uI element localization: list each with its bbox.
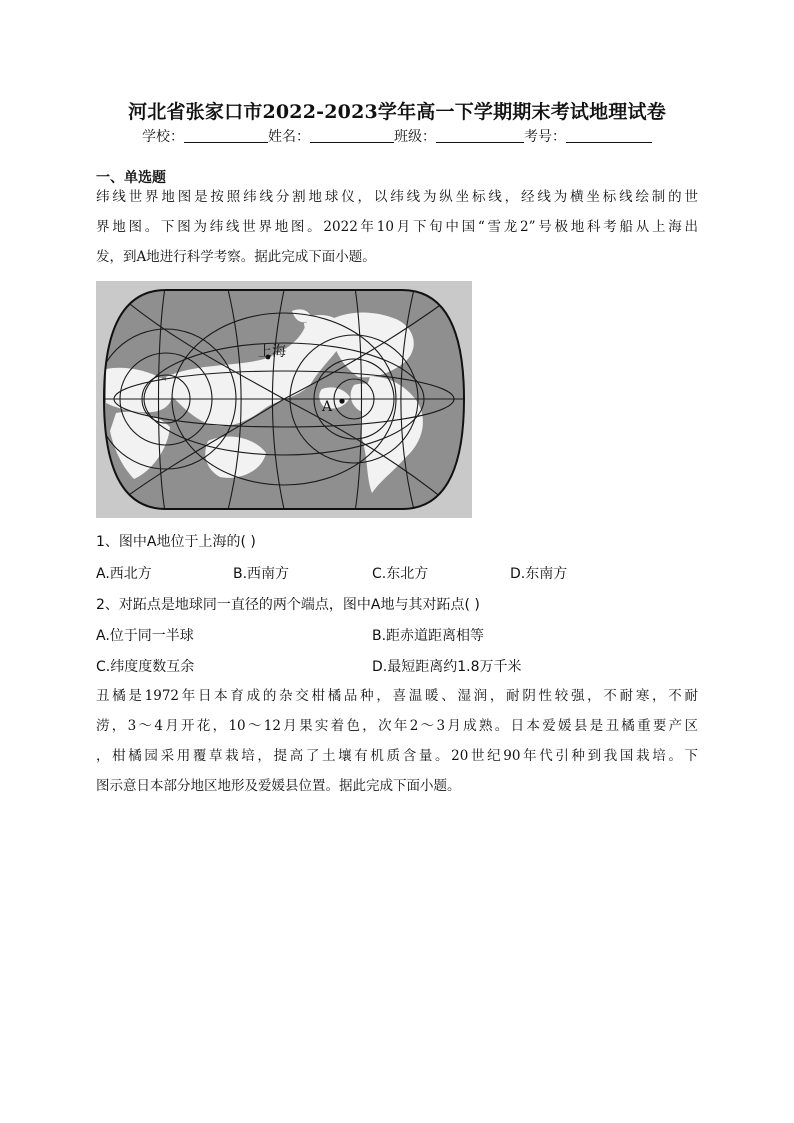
q1-option-c[interactable]: C.东北方 xyxy=(372,566,429,582)
passage-2 xyxy=(96,681,698,801)
q1-option-b[interactable]: B.西南方 xyxy=(233,566,290,582)
passage-2-line: 丑橘是1972年日本育成的杂交柑橘品种，喜温暖、湿润，耐阴性较强，不耐寒，不耐 xyxy=(96,688,698,704)
exam-title: 河北省张家口市2022-2023学年高一下学期期末考试地理试卷 xyxy=(128,101,666,123)
shanghai-label: 上海 xyxy=(258,344,286,360)
section-title: 一、单选题 xyxy=(96,170,166,186)
q2-option-a[interactable]: A.位于同一半球 xyxy=(96,628,194,644)
passage-1 xyxy=(96,182,698,272)
exam-no-label: 考号： xyxy=(524,129,566,145)
q1-option-d[interactable]: D.东南方 xyxy=(510,566,568,582)
name-label: 姓名： xyxy=(268,129,310,145)
point-a-label: A xyxy=(322,399,333,415)
passage-1-line: 界地图。下图为纬线世界地图。2022年10月下旬中国“雪龙2”号极地科考船从上海出 xyxy=(96,219,698,235)
q1-option-a[interactable]: A.西北方 xyxy=(96,566,152,582)
student-info-row xyxy=(0,126,794,146)
class-label: 班级： xyxy=(394,129,436,145)
latitude-world-map xyxy=(96,281,472,518)
name-blank[interactable] xyxy=(310,128,394,143)
passage-2-line: ，柑橘园采用覆草栽培，提高了土壤有机质含量。20世纪90年代引种到我国栽培。下 xyxy=(96,748,698,764)
point-a-marker xyxy=(339,398,344,403)
question-2-stem: 2、对跖点是地球同一直径的两个端点，图中A地与其对跖点( ) xyxy=(96,597,480,613)
school-label: 学校： xyxy=(142,129,184,145)
q2-option-d[interactable]: D.最短距离约1.8万千米 xyxy=(372,659,522,675)
passage-2-line: 图示意日本部分地区地形及爱媛县位置。据此完成下面小题。 xyxy=(96,778,461,794)
q2-option-b[interactable]: B.距赤道距离相等 xyxy=(372,628,485,644)
passage-1-line: 发，到A地进行科学考察。据此完成下面小题。 xyxy=(96,249,376,265)
exam-no-blank[interactable] xyxy=(566,128,652,143)
passage-1-line: 纬线世界地图是按照纬线分割地球仪，以纬线为纵坐标线，经线为横坐标线绘制的世 xyxy=(96,189,698,205)
class-blank[interactable] xyxy=(436,128,524,143)
passage-2-line: 涝，3～4月开花，10～12月果实着色，次年2～3月成熟。日本爱媛县是丑橘重要产区 xyxy=(96,718,698,734)
question-1-stem: 1、图中A地位于上海的( ) xyxy=(96,534,256,550)
school-blank[interactable] xyxy=(184,128,268,143)
q2-option-c[interactable]: C.纬度度数互余 xyxy=(96,659,195,675)
